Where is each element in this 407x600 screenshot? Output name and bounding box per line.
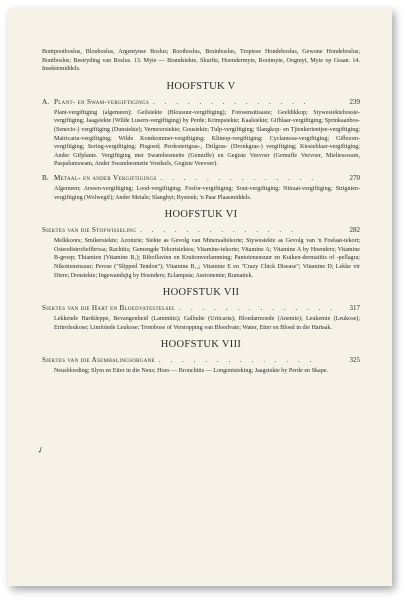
toc-entry[interactable] bbox=[42, 304, 360, 312]
page-number: 270 bbox=[349, 173, 360, 182]
entry-contents: Lekkende Hartkleppe, Bevangenheid (Laminitis); Galbulte (Urticaria); Bloedarmoede (Anemie); Leukemie (Leukose); Eritroleukose; Limfoïede Leukose; Trombose of Verstopping van Bloedvate; Water, Etter en Bloed in die Hartsak. bbox=[54, 316, 360, 331]
entry-marker: A. bbox=[42, 97, 49, 106]
entry-title: Metaal- en ander Vergiftigings bbox=[54, 173, 157, 182]
entry-contents: Neusbloeding; Slym en Etter in die Neus; Hoes — Bronchitis — Longontsteking; Jaagsiekte by Perde en Skape. bbox=[54, 368, 329, 375]
toc-entry[interactable] bbox=[42, 226, 360, 234]
entry-contents: Algemeen; Arseen-vergiftiging; Lood-vergiftiging; Fosfor-vergiftiging; Sout-vergiftiging; Nitraat-vergiftiging; Strignien-vergiftiging (Wolwegif); Ander Metale; Slanghyt; Bysteek; 'n Paar Plaasmiddels. bbox=[54, 185, 360, 201]
intro-paragraph: Bontpootboslus, Blouboslus, Argentynse Boslus; Rooiboslus, Bruinboslus, Tropiese Hondeboslus, Gewone Hondeboslus; Bontboslus; Bestryding van Boslus. 13. Myte — Brandsiekte, Skurfte, Hoendermyte, Rooimyte, Oogmyt, Myte op Graan. 14. Insektemiddels. bbox=[42, 49, 360, 73]
leader-dots: . . . . . . . . . . . . . . bbox=[179, 304, 336, 313]
leader-dots: . . . . . . . . . . . . . . bbox=[153, 97, 310, 106]
entry-contents: Plant-vergiftiging (algemeen); Geilsiekte (Blousuur-vergiftiging); Fotosensitisasie; Geeldikkop; Stywesiektebossie-vergiftiging; Jaagsiekte (Wilde Lusern-vergiftiging) by Perde; Krimpsiekte; Kaalsiekte; Gifblaar-vergiftiging; Sprinkaanbos- (Senecio-) vergiftiging (Dunsiekte); Vermeersiekte; Gousiekte; Tulp-vergiftiging; Slangkop- en Tjienkerientjee-vergiftiging; Matricaria-vergiftiging; Wilde Komkommer-vergiftiging; Klimop-vergiftiging; Cyclamosa-vergiftiging; Gifboom-vergiftiging; Sering-vergiftiging; Pisgoed; Perdestertgras-, Drilgras- (Dronkgras-) vergiftiging; Kiesieblaar-vergiftiging; Ander Gifplante. Vergiftiging met Swambesmette (Gemuffe) en Gegiste Veevoer (Gemuffe Veevoer, Mieliesswam, Paspalumswam, Ander Swambesmette Voedsels, Gegiste Veevoer). bbox=[54, 109, 360, 168]
toc-entry[interactable] bbox=[42, 98, 360, 106]
leader-dots: . . . . . . . . . . . . . . bbox=[140, 226, 297, 235]
entry-title: Siektes van die Hart en Bloedvatestelsel bbox=[42, 304, 176, 313]
leader-dots: . . . . . . . . . . . . . . bbox=[160, 173, 318, 182]
chapter-heading: HOOFSTUK VII bbox=[162, 287, 240, 299]
chapter-heading: HOOFSTUK VIII bbox=[160, 339, 242, 351]
entry-title: Siektes van die Stofwisseling bbox=[42, 226, 137, 235]
entry-contents: Melkkoors; Smikersiekte; Azoturie; Siekte as Gevolg van Mineraaltekorte; Stywesiekte as Gevolg van 'n Fosfaat-tekort; Osteodistrofiefibrosa; Rachitis; Gemengde Tekortsiektes; Vitamine-tekorte; Vitamine A; Vitamine A by Hoenders; Vitamine B-groep; Thiamien (Vitamine B₁); Riboflavien en Kruitonverlamming; Pantotenensuur en Kuiken-dermatitis of -pellagra; Nikotienensuur; Perose ("Slipped Tendon"); Vitamine B₁₂; Vitamine E en "Crazy Chick Disease"; Vitamine D; Lekke vir Diere; Donsiekte; Ingewandsjig by Hoenders; Eclampsia; Asetonemie; Rumatiek. bbox=[54, 238, 360, 279]
page-number: 317 bbox=[349, 304, 360, 313]
leader-dots: . . . . . . . . . . . . . . bbox=[158, 356, 316, 365]
chapter-heading: HOOFSTUK V bbox=[166, 80, 236, 92]
chapter-heading: HOOFSTUK VI bbox=[164, 209, 238, 221]
entry-title: Siektes van die Asemhalingsorgane bbox=[42, 356, 155, 365]
entry-title: Plant- en Swam-vergiftigings bbox=[54, 97, 150, 106]
toc-entry[interactable] bbox=[42, 356, 360, 364]
table-of-contents bbox=[42, 48, 360, 379]
entry-marker: B. bbox=[42, 173, 49, 182]
pencil-mark-icon: ✓ bbox=[35, 444, 46, 457]
page-number: 239 bbox=[349, 97, 360, 106]
book-page bbox=[8, 8, 392, 586]
page-number: 282 bbox=[349, 226, 360, 235]
toc-entry[interactable] bbox=[42, 174, 360, 182]
page-number: 325 bbox=[349, 356, 360, 365]
